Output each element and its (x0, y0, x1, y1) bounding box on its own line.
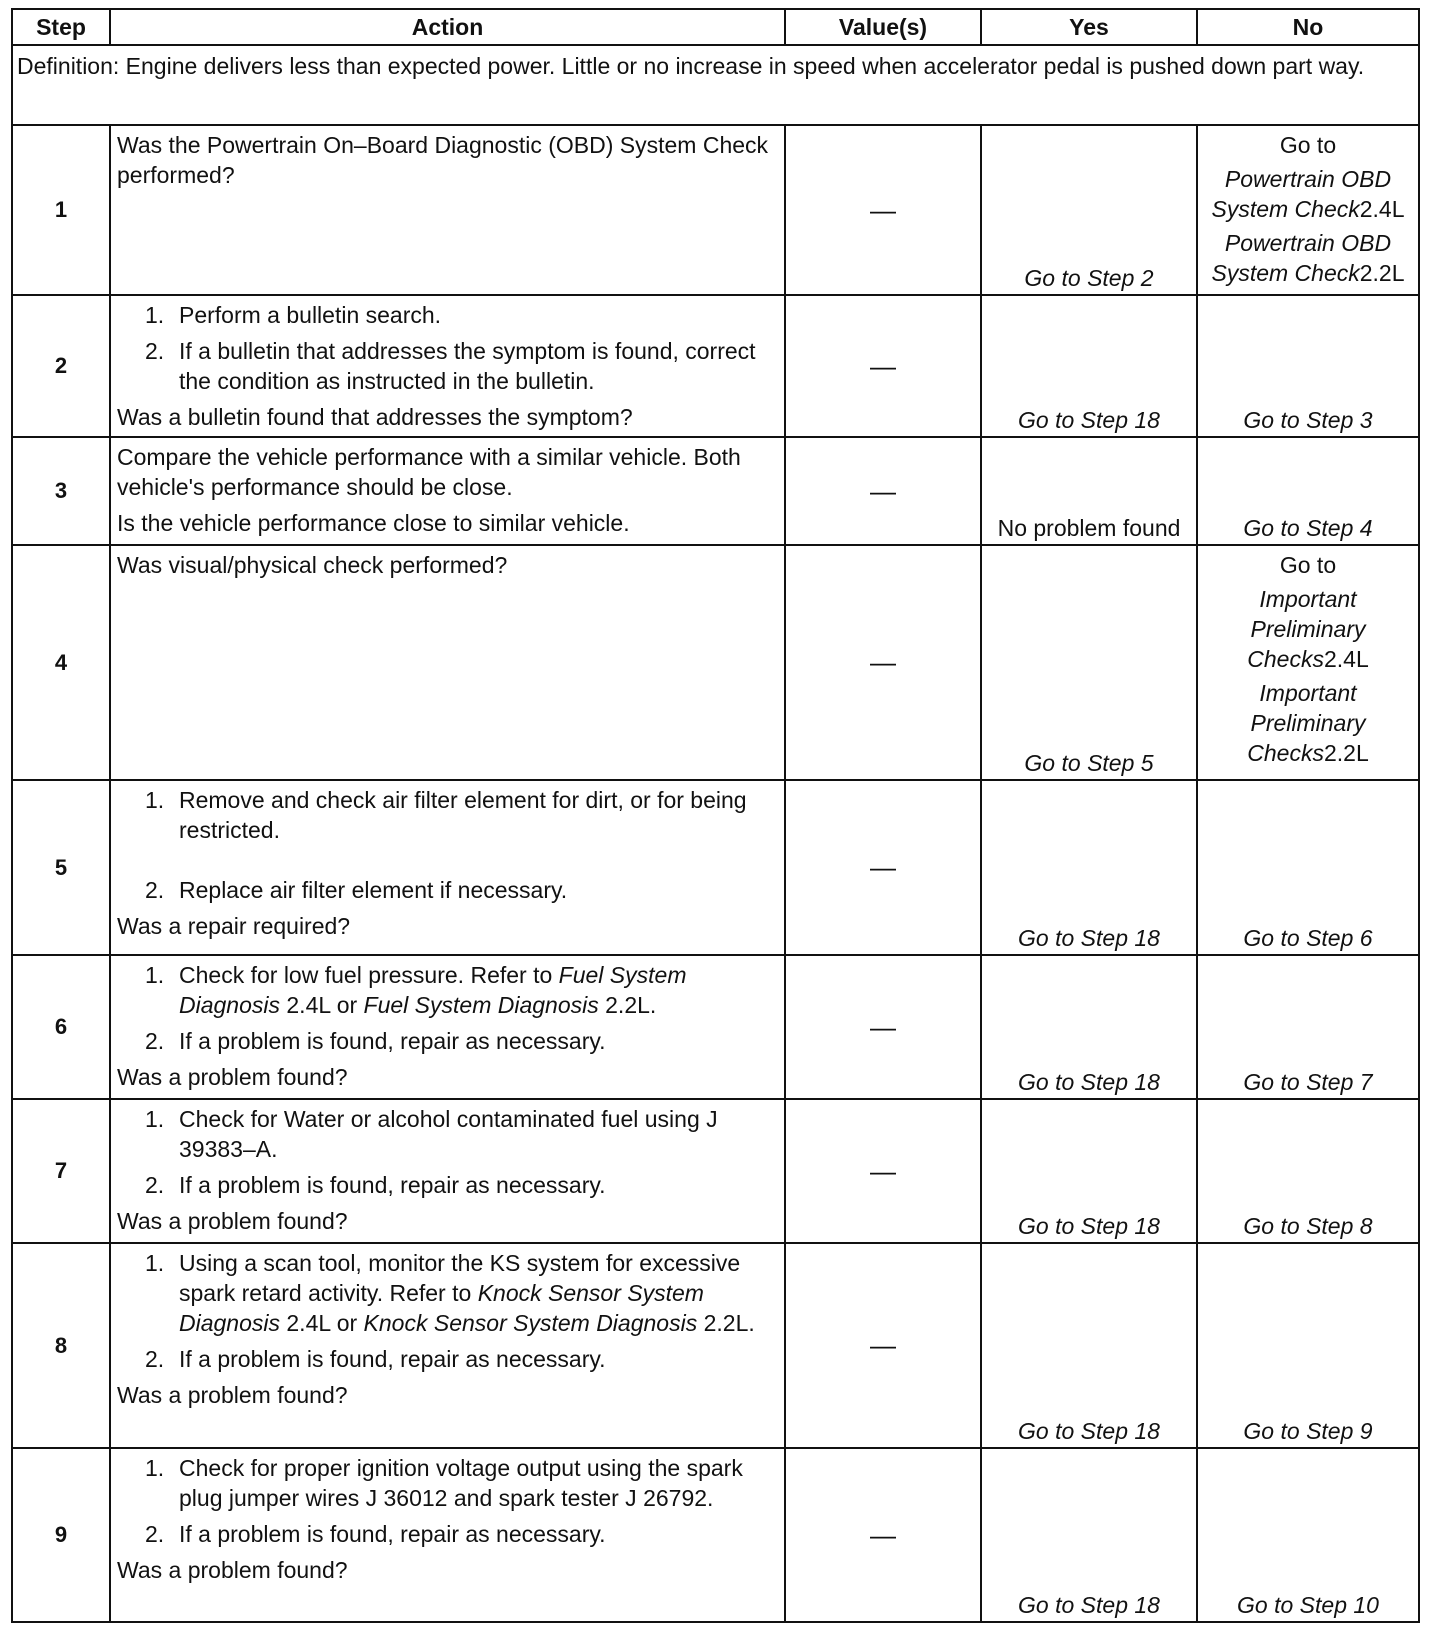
no-link[interactable]: Go to Step 3 (1243, 407, 1373, 433)
no-cell (1197, 1448, 1419, 1622)
list-item-text: If a problem is found, repair as necessary. (179, 1172, 606, 1198)
question-text: Was a problem found? (117, 1557, 348, 1583)
list-number: 2. (145, 338, 165, 364)
yes-cell (981, 1099, 1197, 1243)
no-reference-link[interactable] (1232, 678, 1384, 768)
list-item (117, 1453, 778, 1513)
action-list (117, 1104, 778, 1200)
list-number: 1. (145, 1250, 165, 1276)
list-item-text: 2.4L or (280, 992, 364, 1018)
list-item-text: Perform a bulletin search. (179, 302, 442, 328)
list-number: 1. (145, 962, 165, 988)
table-row (12, 1099, 1419, 1243)
value-cell: — (785, 295, 981, 437)
value-cell: — (785, 545, 981, 780)
yes-link[interactable]: Go to Step 18 (1018, 1592, 1160, 1618)
list-item (117, 1026, 778, 1056)
table-header-row (12, 9, 1419, 45)
ref-title: Powertrain OBD System Check (1211, 230, 1392, 286)
table-row (12, 295, 1419, 437)
action-text: Compare the vehicle performance with a similar vehicle. Both vehicle's performance should be close. (117, 444, 741, 500)
action-cell (110, 780, 785, 955)
list-number: 2. (145, 1346, 165, 1372)
action-list (117, 300, 778, 396)
step-number: 7 (12, 1099, 110, 1243)
list-number: 1. (145, 1106, 165, 1132)
yes-link[interactable]: Go to Step 18 (1018, 407, 1160, 433)
no-goto-label: Go to (1279, 552, 1337, 578)
list-item-text: Replace air filter element if necessary. (179, 877, 568, 903)
no-cell (1197, 1099, 1419, 1243)
list-item (117, 1344, 778, 1374)
action-list (117, 785, 778, 905)
list-item-text: If a bulletin that addresses the symptom is found, correct the condition as instructed in the bulletin. (179, 338, 756, 394)
list-item-text: Check for proper ignition voltage output using the spark plug jumper wires J 36012 and spark tester J 26792. (179, 1455, 743, 1511)
no-link[interactable]: Go to Step 9 (1243, 1418, 1373, 1444)
question-text: Is the vehicle performance close to similar vehicle. (117, 510, 630, 536)
action-list (117, 1248, 778, 1374)
list-number: 2. (145, 1521, 165, 1547)
ref-suffix: 2.2L (1323, 740, 1369, 766)
list-item (117, 785, 778, 845)
header-no: No (1197, 9, 1419, 45)
step-number: 1 (12, 125, 110, 295)
yes-cell (981, 295, 1197, 437)
yes-cell (981, 1243, 1197, 1448)
no-cell (1197, 125, 1419, 295)
action-cell (110, 295, 785, 437)
action-cell (110, 125, 785, 295)
list-number: 1. (145, 1455, 165, 1481)
list-item (117, 1519, 778, 1549)
no-link[interactable]: Go to Step 6 (1243, 925, 1373, 951)
table-row (12, 955, 1419, 1099)
step-number: 4 (12, 545, 110, 780)
diagnostic-table (11, 8, 1420, 1623)
yes-cell (981, 1448, 1197, 1622)
yes-cell (981, 545, 1197, 780)
list-item (117, 1170, 778, 1200)
table-row (12, 125, 1419, 295)
action-cell (110, 1099, 785, 1243)
no-reference-link[interactable] (1232, 584, 1384, 674)
question-text: Was a repair required? (117, 913, 351, 939)
list-item (117, 336, 778, 396)
table-row (12, 545, 1419, 780)
step-number: 8 (12, 1243, 110, 1448)
header-step: Step (12, 9, 110, 45)
no-link[interactable]: Go to Step 10 (1237, 1592, 1379, 1618)
yes-link[interactable]: Go to Step 18 (1018, 925, 1160, 951)
yes-link[interactable]: Go to Step 5 (1024, 750, 1154, 776)
yes-link[interactable]: Go to Step 18 (1018, 1213, 1160, 1239)
ref-suffix: 2.4L (1359, 196, 1405, 222)
step-number: 9 (12, 1448, 110, 1622)
ref-suffix: 2.4L (1323, 646, 1369, 672)
list-item-text: If a problem is found, repair as necessary. (179, 1028, 606, 1054)
no-cell (1197, 295, 1419, 437)
no-link[interactable]: Go to Step 4 (1243, 515, 1373, 541)
question-text: Was a problem found? (117, 1382, 348, 1408)
list-item (117, 960, 778, 1020)
list-item-text: 2.2L. (598, 992, 657, 1018)
list-item (117, 875, 778, 905)
list-item-text: Remove and check air filter element for dirt, or for being restricted. (179, 787, 747, 843)
step-number: 5 (12, 780, 110, 955)
reference-link[interactable]: Fuel System Diagnosis (179, 962, 687, 1018)
list-item-text: Check for Water or alcohol contaminated fuel using J 39383–A. (179, 1106, 718, 1162)
value-cell: — (785, 780, 981, 955)
value-cell: — (785, 437, 981, 545)
step-number: 3 (12, 437, 110, 545)
action-cell (110, 1243, 785, 1448)
yes-cell (981, 437, 1197, 545)
reference-link[interactable]: Fuel System Diagnosis (363, 992, 599, 1018)
list-item-text: 2.4L or (280, 1310, 364, 1336)
action-cell (110, 545, 785, 780)
no-cell (1197, 437, 1419, 545)
step-number: 2 (12, 295, 110, 437)
yes-link[interactable]: Go to Step 18 (1018, 1418, 1160, 1444)
no-link[interactable]: Go to Step 8 (1243, 1213, 1373, 1239)
action-text: Was the Powertrain On–Board Diagnostic (OBD) System Check performed? (117, 132, 769, 188)
definition-row (12, 45, 1419, 125)
list-item (117, 1104, 778, 1164)
yes-cell (981, 955, 1197, 1099)
no-reference-link[interactable] (1198, 228, 1418, 288)
list-number: 1. (145, 787, 165, 813)
question-text: Was a problem found? (117, 1208, 348, 1234)
action-cell (110, 1448, 785, 1622)
list-item-text: Check for low fuel pressure. Refer to (179, 962, 559, 988)
list-number: 1. (145, 302, 165, 328)
list-number: 2. (145, 1028, 165, 1054)
value-cell: — (785, 125, 981, 295)
yes-result: No problem found (997, 515, 1181, 541)
table-row (12, 1243, 1419, 1448)
value-cell: — (785, 955, 981, 1099)
header-value: Value(s) (785, 9, 981, 45)
no-goto-label: Go to (1279, 132, 1337, 158)
action-text: Was visual/physical check performed? (117, 552, 508, 578)
no-reference-link[interactable] (1198, 164, 1418, 224)
list-item (117, 300, 778, 330)
header-action: Action (110, 9, 785, 45)
list-number: 2. (145, 1172, 165, 1198)
list-item (117, 1248, 778, 1338)
list-item-text: If a problem is found, repair as necessary. (179, 1521, 606, 1547)
table-row (12, 1448, 1419, 1622)
value-cell: — (785, 1448, 981, 1622)
yes-cell (981, 780, 1197, 955)
action-list (117, 960, 778, 1056)
ref-title: Important Preliminary Checks (1247, 586, 1366, 672)
value-cell: — (785, 1243, 981, 1448)
question-text: Was a bulletin found that addresses the symptom? (117, 404, 633, 430)
ref-suffix: 2.2L (1359, 260, 1405, 286)
reference-link[interactable]: Knock Sensor System Diagnosis (179, 1280, 704, 1336)
no-cell (1197, 955, 1419, 1099)
list-item-text: If a problem is found, repair as necessary. (179, 1346, 606, 1372)
question-text: Was a problem found? (117, 1064, 348, 1090)
no-cell (1197, 780, 1419, 955)
list-number: 2. (145, 877, 165, 903)
step-number: 6 (12, 955, 110, 1099)
action-cell (110, 437, 785, 545)
yes-link[interactable]: Go to Step 2 (1024, 265, 1154, 291)
no-cell (1197, 545, 1419, 780)
no-cell (1197, 1243, 1419, 1448)
no-link[interactable]: Go to Step 7 (1243, 1069, 1373, 1095)
list-item-text: 2.2L. (697, 1310, 755, 1336)
value-cell: — (785, 1099, 981, 1243)
diagnostic-page (11, 8, 1418, 1623)
action-list (117, 1453, 778, 1549)
table-row (12, 780, 1419, 955)
yes-cell (981, 125, 1197, 295)
action-cell (110, 955, 785, 1099)
reference-link[interactable]: Knock Sensor System Diagnosis (363, 1310, 698, 1336)
list-item-text: Using a scan tool, monitor the KS system for excessive spark retard activity. Refer to (179, 1250, 741, 1306)
ref-title: Powertrain OBD System Check (1211, 166, 1392, 222)
yes-link[interactable]: Go to Step 18 (1018, 1069, 1160, 1095)
definition-text: Definition: Engine delivers less than expected power. Little or no increase in speed when accelerator pedal is pushed down part way. (12, 45, 1419, 125)
header-yes: Yes (981, 9, 1197, 45)
table-row (12, 437, 1419, 545)
ref-title: Important Preliminary Checks (1247, 680, 1366, 766)
